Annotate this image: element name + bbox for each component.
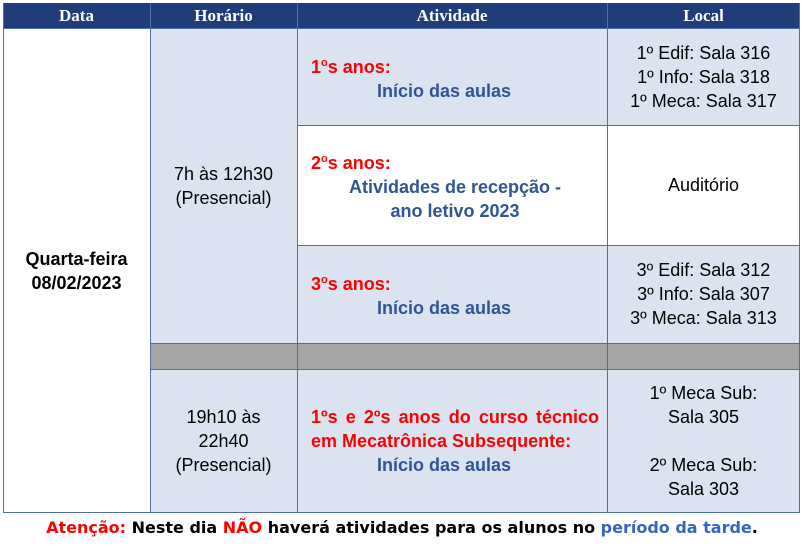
group-sup-1: o [321, 56, 328, 69]
evening-time-start: 19h10 às [186, 407, 261, 427]
grid-line [3, 3, 4, 513]
location-auditorio: Auditório [667, 175, 740, 195]
location-row-1 [607, 28, 800, 125]
activity-row-evening [297, 369, 607, 513]
morning-mode: (Presencial) [175, 187, 272, 208]
header-data-label: Data [59, 5, 94, 25]
date-cell [3, 28, 150, 513]
location-line: 2º Meca Sub: [649, 455, 758, 475]
group-sup-3: o [321, 274, 328, 286]
location-line: Sala 303 [667, 479, 740, 499]
header-atividade-label: Atividade [416, 5, 488, 25]
footer-notice [0, 515, 804, 541]
location-line: 1º Meca Sub: [649, 383, 758, 403]
header-local-label: Local [683, 5, 724, 25]
activity-text-3: Início das aulas [377, 298, 512, 318]
grid-line [799, 3, 800, 513]
morning-time-cell [150, 28, 297, 343]
activity-text-2b: ano letivo 2023 [390, 201, 520, 221]
morning-time: 7h às 12h30 [173, 163, 274, 184]
evening-mode: (Presencial) [175, 455, 272, 475]
header-atividade [297, 3, 607, 28]
group-num-3: 3 [311, 274, 322, 294]
header-local [607, 3, 800, 28]
grid-line [150, 3, 151, 513]
activity-row-2 [297, 125, 607, 245]
evening-time-cell [150, 369, 297, 513]
grid-line [297, 245, 800, 246]
group-sup-2: o [321, 153, 328, 165]
weekday: Quarta-feira [25, 248, 128, 269]
activity-text-1: Início das aulas [377, 80, 512, 101]
group-suffix-1: s anos: [327, 56, 391, 77]
location-line: 1º Meca: Sala 317 [630, 90, 777, 111]
grid-line [297, 125, 800, 126]
group-label-1 [311, 51, 599, 79]
date-value: 08/02/2023 [31, 272, 122, 293]
location-line: 1º Edif: Sala 316 [636, 42, 771, 63]
evening-activity-text: Início das aulas [377, 455, 512, 475]
footer-highlight: NÃO [222, 518, 263, 537]
evening-time-end: 22h40 [198, 431, 249, 451]
grid-line [3, 28, 800, 29]
location-row-3 [607, 245, 800, 343]
location-line: 3º Meca: Sala 313 [630, 308, 777, 328]
header-horario-label: Horário [194, 5, 253, 25]
group-label-2 [311, 147, 599, 175]
footer-text-2: haverá atividades para os alunos no [262, 518, 601, 537]
location-line: 3º Info: Sala 307 [637, 284, 770, 304]
grid-line [3, 512, 800, 513]
evening-group-label: 1ºs e 2ºs anos do curso técnico em Mecatrônica Subsequente: [311, 407, 599, 451]
grid-line [297, 3, 298, 513]
group-num-1: 1 [311, 56, 322, 77]
location-line: Sala 305 [667, 407, 740, 427]
header-data [3, 3, 150, 28]
location-row-evening [607, 369, 800, 513]
activity-text-2a: Atividades de recepção - [348, 177, 562, 197]
grid-line [607, 3, 608, 513]
footer-label: Atenção: [46, 518, 127, 537]
grid-line [150, 369, 800, 370]
footer-text-1: Neste dia [126, 518, 223, 537]
grid-line [150, 343, 800, 344]
separator-row [150, 343, 800, 369]
group-label-3 [311, 268, 599, 296]
activity-row-3 [297, 245, 607, 343]
header-horario [150, 3, 297, 28]
group-suffix-2: s anos: [327, 153, 391, 173]
footer-end: . [751, 518, 758, 537]
schedule-table [3, 3, 800, 513]
group-num-2: 2 [311, 153, 322, 173]
location-row-2 [607, 125, 800, 245]
group-suffix-3: s anos: [327, 274, 391, 294]
location-line: 1º Info: Sala 318 [637, 66, 770, 87]
footer-period: período da tarde [600, 518, 752, 537]
activity-row-1 [297, 28, 607, 125]
location-line: 3º Edif: Sala 312 [636, 260, 771, 280]
